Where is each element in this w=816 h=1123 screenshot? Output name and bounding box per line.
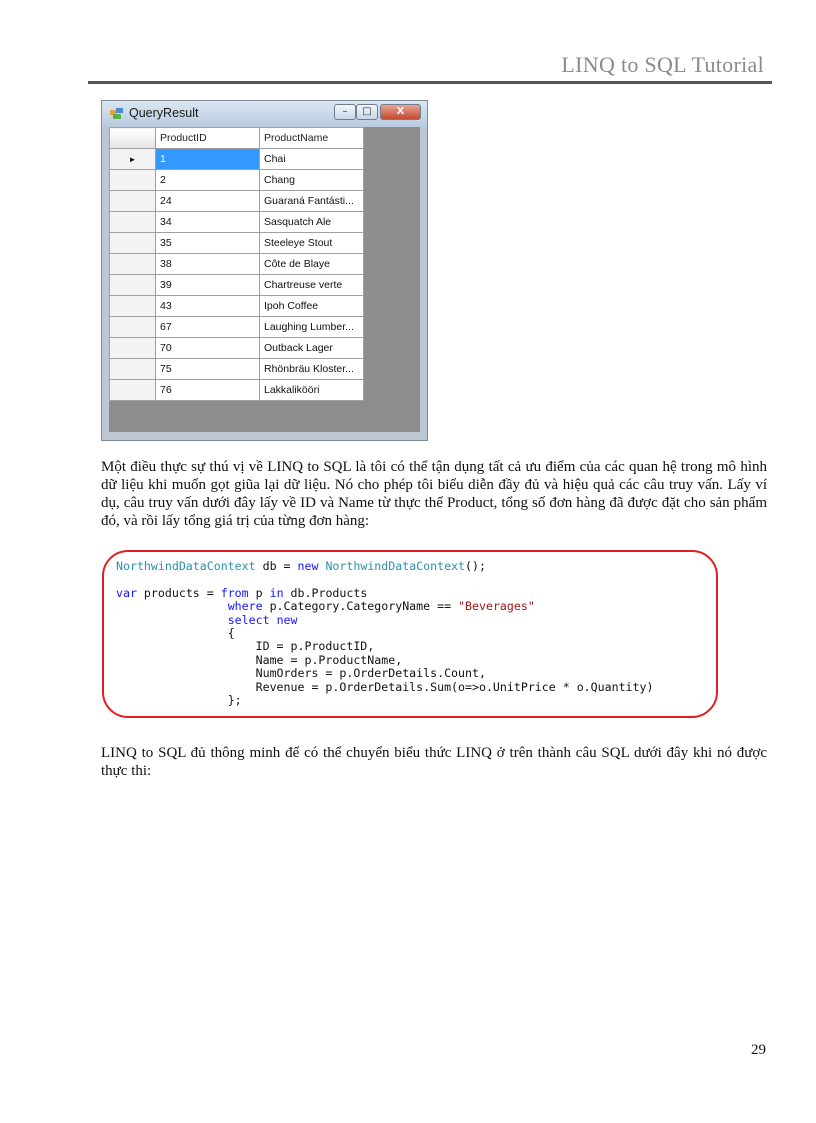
row-header[interactable] bbox=[110, 338, 156, 359]
maximize-button[interactable]: □ bbox=[356, 104, 378, 120]
cell-productname[interactable]: Côte de Blaye bbox=[260, 254, 364, 275]
code-text: NumOrders = p.OrderDetails.Count, bbox=[255, 666, 486, 681]
code-type: NorthwindDataContext bbox=[116, 559, 256, 573]
result-grid bbox=[109, 127, 364, 401]
code-text: p.Category.CategoryName == bbox=[262, 599, 459, 614]
code-snippet-box bbox=[102, 550, 718, 718]
cell-productid[interactable]: 24 bbox=[156, 191, 260, 212]
code-keyword: select bbox=[227, 612, 270, 627]
code-keyword: from bbox=[220, 585, 249, 600]
header-corner bbox=[110, 128, 156, 149]
code-keyword: new bbox=[297, 559, 319, 573]
cell-productid[interactable]: 43 bbox=[156, 296, 260, 317]
code-string: "Beverages" bbox=[458, 599, 535, 614]
cell-productid[interactable]: 76 bbox=[156, 380, 260, 401]
code-text: db = bbox=[255, 559, 298, 573]
cell-productname[interactable]: Sasquatch Ale bbox=[260, 212, 364, 233]
cell-productid[interactable]: 38 bbox=[156, 254, 260, 275]
paragraph-sql-intro: LINQ to SQL đủ thông minh để có thể chuyển biểu thức LINQ ở trên thành câu SQL dưới đây khi nó được thực thi: bbox=[101, 745, 767, 779]
cell-productname[interactable]: Chai bbox=[260, 149, 364, 170]
code-text: Name = p.ProductName, bbox=[255, 652, 403, 667]
table-row[interactable] bbox=[110, 380, 364, 401]
row-header[interactable] bbox=[110, 233, 156, 254]
table-row[interactable] bbox=[110, 254, 364, 275]
row-header[interactable] bbox=[110, 380, 156, 401]
window-title-bar[interactable] bbox=[102, 101, 427, 127]
table-row[interactable] bbox=[110, 191, 364, 212]
row-header[interactable] bbox=[110, 254, 156, 275]
header-rule bbox=[88, 81, 772, 84]
cell-productid[interactable]: 1 bbox=[156, 149, 260, 170]
header-title: LINQ to SQL Tutorial bbox=[561, 52, 764, 77]
grid-area[interactable] bbox=[109, 127, 420, 432]
code-snippet bbox=[116, 560, 653, 707]
column-header-productid[interactable]: ProductID bbox=[156, 128, 260, 149]
cell-productname[interactable]: Steeleye Stout bbox=[260, 233, 364, 254]
cell-productname[interactable]: Outback Lager bbox=[260, 338, 364, 359]
cell-productname[interactable]: Guaraná Fantásti... bbox=[260, 191, 364, 212]
cell-productname[interactable]: Chang bbox=[260, 170, 364, 191]
cell-productid[interactable]: 75 bbox=[156, 359, 260, 380]
cell-productid[interactable]: 35 bbox=[156, 233, 260, 254]
row-header[interactable] bbox=[110, 359, 156, 380]
row-header[interactable] bbox=[110, 317, 156, 338]
window-title: QueryResult bbox=[129, 106, 199, 120]
code-text: products = bbox=[136, 585, 221, 600]
table-row[interactable] bbox=[110, 149, 364, 170]
code-text: Revenue = p.OrderDetails.Sum(o=>o.UnitPrice * o.Quantity) bbox=[255, 679, 654, 694]
cell-productid[interactable]: 70 bbox=[156, 338, 260, 359]
cell-productname[interactable]: Lakkalikööri bbox=[260, 380, 364, 401]
table-row[interactable] bbox=[110, 359, 364, 380]
table-row[interactable] bbox=[110, 275, 364, 296]
row-header[interactable] bbox=[110, 191, 156, 212]
table-row[interactable] bbox=[110, 338, 364, 359]
column-header-productname[interactable]: ProductName bbox=[260, 128, 364, 149]
table-row[interactable] bbox=[110, 296, 364, 317]
cell-productname[interactable]: Ipoh Coffee bbox=[260, 296, 364, 317]
page-number: 29 bbox=[751, 1042, 766, 1058]
code-keyword: var bbox=[116, 585, 137, 600]
row-header[interactable] bbox=[110, 275, 156, 296]
header-row bbox=[110, 128, 364, 149]
cell-productid[interactable]: 34 bbox=[156, 212, 260, 233]
table-row[interactable] bbox=[110, 170, 364, 191]
query-result-window bbox=[101, 100, 428, 441]
cell-productname[interactable]: Laughing Lumber... bbox=[260, 317, 364, 338]
code-keyword: where bbox=[227, 599, 263, 614]
code-text: { bbox=[227, 626, 235, 641]
table-row[interactable] bbox=[110, 212, 364, 233]
code-type: NorthwindDataContext bbox=[325, 559, 466, 573]
row-header[interactable] bbox=[110, 296, 156, 317]
datagrid-icon bbox=[110, 108, 123, 119]
paragraph-intro: Một điều thực sự thú vị về LINQ to SQL là tôi có thể tận dụng tất cả ưu điểm của các quan hệ trong mô hình dữ liệu khi muốn gọt giũa lại dữ liệu. Nó cho phép tôi biểu diễn đầy đủ và hiệu quả các câu truy vấn. Lấy ví dụ, câu truy vấn dưới đây lấy về ID và Name từ thực thể Product, tổng số đơn hàng đã được đặt cho sản phẩm đó, và rồi lấy tổng giá trị của từng đơn hàng: bbox=[101, 459, 767, 529]
code-text: p bbox=[248, 585, 270, 600]
table-row[interactable] bbox=[110, 317, 364, 338]
close-button[interactable]: X bbox=[380, 104, 421, 120]
cell-productname[interactable]: Rhönbräu Kloster... bbox=[260, 359, 364, 380]
code-keyword: new bbox=[276, 612, 298, 627]
cell-productid[interactable]: 67 bbox=[156, 317, 260, 338]
cell-productid[interactable]: 39 bbox=[156, 275, 260, 296]
code-text: }; bbox=[227, 693, 242, 708]
minimize-button[interactable]: – bbox=[334, 104, 356, 120]
code-keyword: in bbox=[269, 585, 284, 600]
code-text: ID = p.ProductID, bbox=[255, 639, 375, 654]
row-header[interactable] bbox=[110, 212, 156, 233]
table-row[interactable] bbox=[110, 233, 364, 254]
cell-productname[interactable]: Chartreuse verte bbox=[260, 275, 364, 296]
code-text: (); bbox=[465, 559, 486, 573]
row-header[interactable] bbox=[110, 170, 156, 191]
row-header[interactable]: ► bbox=[110, 149, 156, 170]
code-text: db.Products bbox=[283, 585, 368, 600]
cell-productid[interactable]: 2 bbox=[156, 170, 260, 191]
